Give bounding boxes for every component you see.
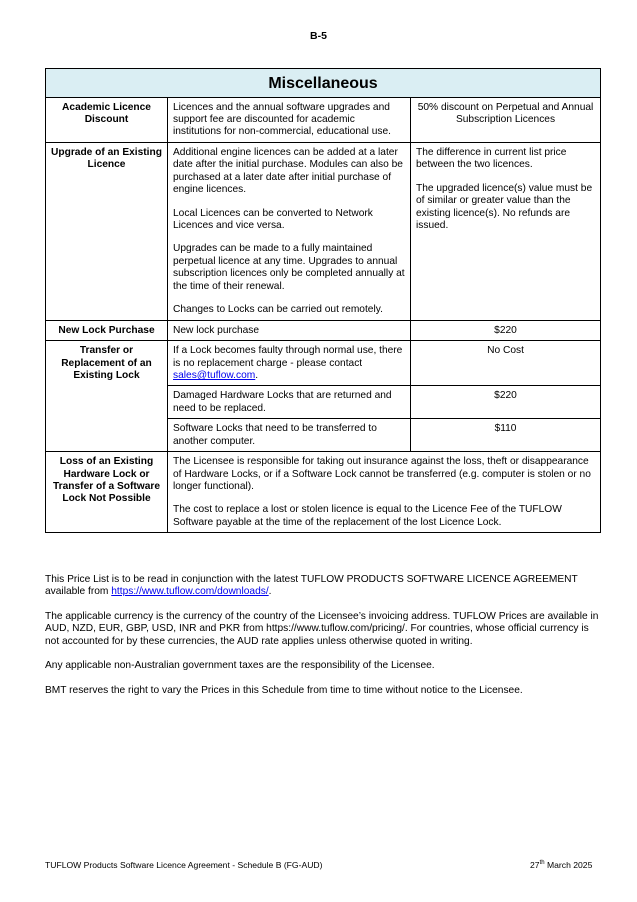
page-label: B-5 xyxy=(310,30,327,42)
footer-title: TUFLOW Products Software Licence Agreement - Schedule B (FG-AUD) xyxy=(45,860,323,870)
price-cell: $220 xyxy=(411,386,601,419)
description-paragraph: Changes to Locks can be carried out remotely. xyxy=(173,304,383,316)
price-cell: No Cost xyxy=(411,341,601,386)
table-title: Miscellaneous xyxy=(46,69,601,98)
note-paragraph-currency: The applicable currency is the currency of the country of the Licensee’s invoicing address. TUFLOW Prices are available in AUD, NZD, EUR, GBP, USD, INR and PKR from https://www.tuflow.com/pricing/. For countries, whose official currency is not accounted for by these currencies, the AUD rate applies unless otherwise quoted in writing. xyxy=(45,611,599,647)
description-cell: Licences and the annual software upgrades and support fee are discounted for academic institutions for non-commercial, educational use. xyxy=(168,97,411,142)
description-text: If a Lock becomes faulty through normal use, there is no replacement charge - please contact xyxy=(173,345,403,369)
table-row-new-lock xyxy=(46,320,601,340)
description-cell: Software Locks that need to be transferred to another computer. xyxy=(168,419,411,452)
category-cell: Upgrade of an Existing Licence xyxy=(46,142,168,320)
table-header-row xyxy=(46,69,601,98)
description-paragraph: The Licensee is responsible for taking out insurance against the loss, theft or disappearance of Hardware Locks, or if a Software Lock cannot be transferred (e.g. computer is stolen or no longer functional). xyxy=(173,456,591,493)
price-paragraph: The difference in current list price between the two licences. xyxy=(416,146,567,171)
description-cell xyxy=(168,341,411,386)
table-row-loss xyxy=(46,452,601,533)
table-row-academic xyxy=(46,97,601,142)
category-cell: Academic Licence Discount xyxy=(46,97,168,142)
description-suffix: . xyxy=(255,369,259,381)
footer-date xyxy=(530,860,592,870)
table-row-upgrade xyxy=(46,142,601,320)
footer-date-rest: March 2025 xyxy=(544,860,593,870)
note-text: This Price List is to be read in conjunction with the latest TUFLOW PRODUCTS SOFTWARE LICENCE AGREEMENT available from xyxy=(45,574,578,598)
miscellaneous-table xyxy=(45,68,601,533)
note-paragraph-prices: BMT reserves the right to vary the Prices in this Schedule from time to time without notice to the Licensee. xyxy=(45,685,523,696)
description-cell xyxy=(168,452,601,533)
category-cell: New Lock Purchase xyxy=(46,320,168,340)
category-cell: Loss of an Existing Hardware Lock or Transfer of a Software Lock Not Possible xyxy=(46,452,168,533)
description-paragraph: Local Licences can be converted to Network Licences and vice versa. xyxy=(173,207,373,232)
price-cell: $110 xyxy=(411,419,601,452)
sales-email-link[interactable]: sales@tuflow.com xyxy=(173,369,256,381)
category-cell: Transfer or Replacement of an Existing Lock xyxy=(46,341,168,452)
description-paragraph: Additional engine licences can be added at a later date after the initial purchase. Modules can also be purchased at a later date after initial purchase of engine licences. xyxy=(173,146,403,196)
note-paragraph-agreement xyxy=(45,574,600,599)
footer-date-day: 27 xyxy=(530,860,540,870)
description-paragraph: Upgrades can be made to a fully maintained perpetual licence at any time. Upgrades to annual subscription licences only be completed annually at the time of their renewal. xyxy=(173,243,405,292)
description-paragraph: The cost to replace a lost or stolen licence is equal to the Licence Fee of the TUFLOW Software payable at the time of the replacement of the lost Licence Lock. xyxy=(173,504,562,528)
price-cell: $220 xyxy=(411,320,601,340)
note-paragraph-taxes: Any applicable non-Australian government taxes are the responsibility of the Licensee. xyxy=(45,660,435,671)
downloads-link[interactable]: https://www.tuflow.com/downloads/ xyxy=(111,586,269,598)
price-cell xyxy=(411,142,601,320)
description-cell: Damaged Hardware Locks that are returned and need to be replaced. xyxy=(168,386,411,419)
description-cell xyxy=(168,142,411,320)
price-paragraph: The upgraded licence(s) value must be of similar or greater value than the existing licence(s). No refunds are issued. xyxy=(416,182,593,232)
price-cell: 50% discount on Perpetual and Annual Subscription Licences xyxy=(411,97,601,142)
description-cell: New lock purchase xyxy=(168,320,411,340)
footer-date-suffix: th xyxy=(539,860,545,867)
table-row-transfer xyxy=(46,341,601,386)
note-suffix: . xyxy=(268,586,272,598)
